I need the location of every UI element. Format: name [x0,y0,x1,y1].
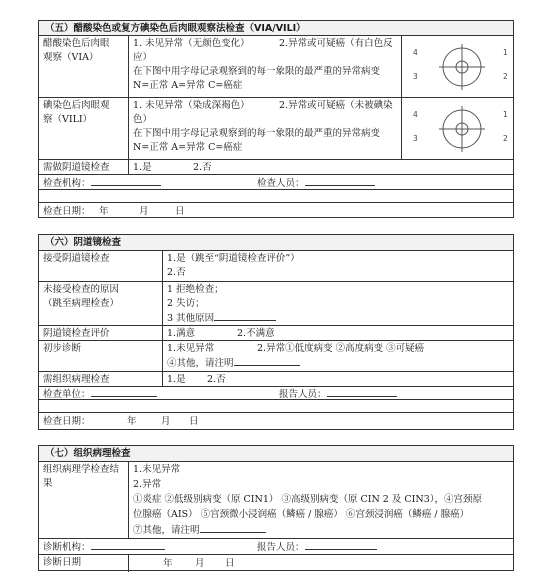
via-row [39,35,513,97]
quadrant-3-label: 3 [413,134,418,143]
result-abnormal-options-2[interactable]: 位腺癌（AIS） ⑤宫颈微小浸润癌（鳞癌 / 腺癌） ⑥宫颈浸润癌（鳞癌 / 腺癌） [133,509,470,520]
biopsy-yes[interactable]: 1.是 [167,374,186,385]
reason-label-cell [39,282,163,325]
quadrant-3-label: 3 [413,72,418,81]
colpo-needed-yes[interactable]: 1.是 [133,162,152,173]
quadrant-2-label: 2 [503,134,508,143]
eval-label: 阴道镜检查评价 [39,326,163,340]
via-label-cell [39,36,129,97]
diagnosis-other-field[interactable] [234,356,300,366]
date-month[interactable]: 月 [195,558,205,569]
accept-label: 接受阴道镜检查 [39,251,163,281]
diagnosis-other[interactable]: ④其他，请注明 [167,358,234,369]
via-legend: N=正常 A=异常 C=癌症 [133,80,243,91]
section-title [39,235,513,250]
via-quadrant-diagram[interactable] [413,40,508,94]
quadrant-2-label: 2 [503,72,508,81]
quadrant-4-label: 4 [413,110,418,119]
org-row [39,538,513,554]
via-option-abnormal-cont: 应） [133,52,153,63]
date-row [39,554,513,572]
diagnosis-label: 初步诊断 [39,341,163,371]
diagnosis-normal[interactable]: 1.未见异常 [167,343,215,354]
section-pathology [38,445,514,571]
via-instruction: 在下图中用字母记录观察到的每一象限的最严重的异常病变 [133,66,381,77]
date-day[interactable]: 日 [189,416,199,427]
date-label: 诊断日期 [39,555,129,572]
org-field[interactable] [91,176,161,186]
reason-other[interactable]: 3 其他原因 [167,313,215,324]
vili-instruction: 在下图中用字母记录观察到的每一象限的最严重的异常病变 [133,128,381,139]
date-year[interactable]: 年 [127,416,137,427]
date-year[interactable]: 年 [99,206,109,217]
reason-lost[interactable]: 2 失访； [167,298,205,309]
eval-unsatisfied[interactable]: 2.不满意 [237,328,275,339]
vili-legend: N=正常 A=异常 C=癌症 [133,142,243,153]
unit-label: 检查单位： [43,389,91,400]
date-month[interactable]: 月 [139,206,149,217]
reporter-label: 报告人员： [279,389,327,400]
section-via-vili [38,20,514,218]
section5-title: （五）醋酸染色或复方碘染色后肉眼观察法检查（VIA/VILI） [45,23,306,34]
eval-satisfied[interactable]: 1.满意 [167,328,196,339]
colpo-needed-no[interactable]: 2.否 [193,162,212,173]
eval-row [39,325,513,340]
org-field[interactable] [91,540,165,550]
result-other[interactable]: ⑦其他，请注明 [133,525,200,536]
diagnosis-row [39,340,513,371]
biopsy-label: 需组织病理检查 [39,372,163,386]
result-label-2: 果 [43,477,53,489]
vili-label: 碘染色后肉眼观 [43,100,110,111]
inspector-field[interactable] [305,176,375,186]
reason-label-2: （跳至病理检查） [43,297,120,309]
result-label-cell [39,462,129,538]
date-row [39,412,513,431]
reporter-field[interactable] [327,387,397,397]
reporter-field[interactable] [305,540,377,550]
vili-label-2: 察（VILI） [43,113,93,125]
via-label: 醋酸染色后肉眼 [43,38,110,49]
date-day[interactable]: 日 [175,206,185,217]
accept-no[interactable]: 2.否 [167,267,186,278]
via-option-normal[interactable]: 1. 未见异常（无颜色变化） [133,38,250,49]
unit-field[interactable] [91,387,157,397]
result-row [39,461,513,538]
vili-option-abnormal[interactable]: 2.异常或可疑癌（未被碘染 [279,100,393,111]
accept-row [39,250,513,281]
biopsy-no[interactable]: 2.否 [207,374,226,385]
quadrant-1-label: 1 [503,110,508,119]
section6-title: （六）阴道镜检查 [45,237,122,248]
org-row [39,174,513,189]
result-other-field[interactable] [200,523,266,533]
date-year[interactable]: 年 [163,558,173,569]
date-day[interactable]: 日 [225,558,235,569]
section7-title: （七）组织病理检查 [45,448,131,459]
reason-refused[interactable]: 1 拒绝检查； [167,284,224,295]
colpo-needed-label: 需做阴道镜检查 [39,160,129,174]
cervix-quadrant-icon [417,40,507,94]
section-title [39,446,513,461]
org-label: 检查机构： [43,178,91,189]
reason-row [39,281,513,325]
section-colposcopy [38,234,514,430]
biopsy-row [39,371,513,386]
vili-label-cell [39,98,129,159]
date-label: 检查日期： [43,416,91,427]
reason-other-field[interactable] [214,311,276,321]
quadrant-1-label: 1 [503,48,508,57]
result-normal[interactable]: 1.未见异常 [133,464,181,475]
reason-label: 未接受检查的原因 [43,284,120,295]
date-month[interactable]: 月 [161,416,171,427]
date-row [39,202,513,219]
vili-option-abnormal-cont: 色） [133,114,153,125]
result-abnormal[interactable]: 2.异常 [133,479,162,490]
vili-row [39,97,513,159]
quadrant-4-label: 4 [413,48,418,57]
via-option-abnormal[interactable]: 2.异常或可疑癌（有白色反 [279,38,393,49]
accept-yes[interactable]: 1.是（跳至“阴道镜检查评价”） [167,253,300,264]
spacer-row [39,189,513,202]
colpo-needed-row [39,159,513,174]
date-label: 检查日期： [43,206,91,217]
cervix-quadrant-icon [417,102,507,156]
vili-quadrant-diagram[interactable] [413,102,508,156]
spacer-row [39,399,513,412]
via-label-2: 观察（VIA） [43,51,99,63]
result-abnormal-options-1[interactable]: ①炎症 ②低级别病变（原 CIN1） ③高级别病变（原 CIN 2 及 CIN3），④宫颈原 [133,494,483,505]
vili-option-normal[interactable]: 1. 未见异常（染成深褐色） [133,100,250,111]
diagnosis-abnormal[interactable]: 2.异常①低度病变 ②高度病变 ③可疑癌 [257,343,425,354]
reporter-label: 报告人员： [257,542,305,553]
section-title [39,21,513,35]
unit-row [39,386,513,399]
org-label: 诊断机构： [43,542,91,553]
inspector-label: 检查人员： [257,178,305,189]
result-label: 组织病理学检查结 [43,464,120,475]
